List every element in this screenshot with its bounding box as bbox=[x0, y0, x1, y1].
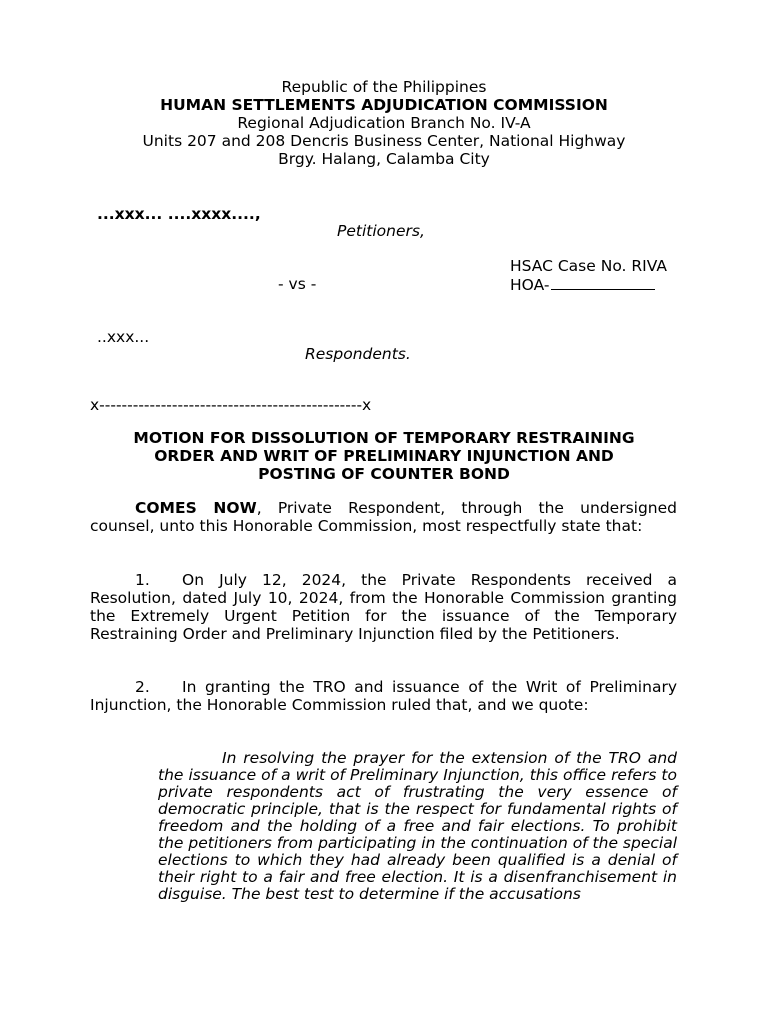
versus-label: - vs - bbox=[278, 275, 317, 293]
paragraph-1-number: 1. bbox=[135, 571, 150, 589]
paragraph-1 bbox=[90, 571, 677, 643]
case-number-hoa bbox=[510, 275, 655, 294]
paragraph-2-number: 2. bbox=[135, 678, 150, 696]
quoted-ruling bbox=[158, 750, 677, 903]
petitioner-name: ...xxx... ....xxxx...., bbox=[97, 205, 261, 223]
case-number-hoa-label: HOA- bbox=[510, 276, 550, 294]
title-line-2: ORDER AND WRIT OF PRELIMINARY INJUNCTION AND bbox=[154, 447, 614, 465]
quoted-ruling-text: In resolving the prayer for the extension of the TRO and the issuance of a writ of Preliminary Injunction, this office refers to private respondents act of frustrating the very essence of democratic principle, that is the respect for fundamental rights of freedom and the holding of a free and fair elections. To prohibit the petitioners from participating in the continuation of the special elections to which they had already been qualified is a denial of their right to a fair and free election. It is a disenfranchisement in disguise. The best test to determine if the accusations bbox=[158, 749, 678, 903]
case-number-blank bbox=[551, 275, 655, 290]
case-number-label: HSAC Case No. RIVA bbox=[510, 257, 667, 275]
petitioner-role: Petitioners, bbox=[337, 222, 425, 240]
intro-bold: COMES NOW bbox=[135, 499, 257, 517]
respondent-name: ..xxx... bbox=[97, 328, 150, 346]
country-line: Republic of the Philippines bbox=[281, 78, 487, 96]
address-line-1: Units 207 and 208 Dencris Business Center, National Highway bbox=[142, 132, 626, 150]
intro-paragraph bbox=[90, 499, 677, 535]
paragraph-2-text: In granting the TRO and issuance of the Writ of Preliminary Injunction, the Honorable Commission ruled that, and we quote: bbox=[90, 678, 677, 714]
motion-title bbox=[60, 429, 708, 483]
address-line-2: Brgy. Halang, Calamba City bbox=[278, 150, 490, 168]
branch-line: Regional Adjudication Branch No. IV-A bbox=[237, 114, 531, 132]
respondent-role: Respondents. bbox=[305, 345, 411, 363]
document-header bbox=[0, 78, 768, 168]
intro-text: , Private Respondent, through the undersigned counsel, unto this Honorable Commission, most respectfully state that: bbox=[90, 499, 677, 535]
paragraph-1-text: On July 12, 2024, the Private Respondents received a Resolution, dated July 10, 2024, from the Honorable Commission granting the Extremely Urgent Petition for the issuance of the Temporary Restraining Order and Preliminary Injunction filed by the Petitioners. bbox=[90, 571, 677, 643]
title-line-3: POSTING OF COUNTER BOND bbox=[258, 465, 510, 483]
agency-name: HUMAN SETTLEMENTS ADJUDICATION COMMISSION bbox=[160, 96, 608, 114]
caption-separator: x-----------------------------------------------x bbox=[90, 396, 372, 414]
title-line-1: MOTION FOR DISSOLUTION OF TEMPORARY RESTRAINING bbox=[133, 429, 635, 447]
paragraph-2 bbox=[90, 678, 677, 714]
